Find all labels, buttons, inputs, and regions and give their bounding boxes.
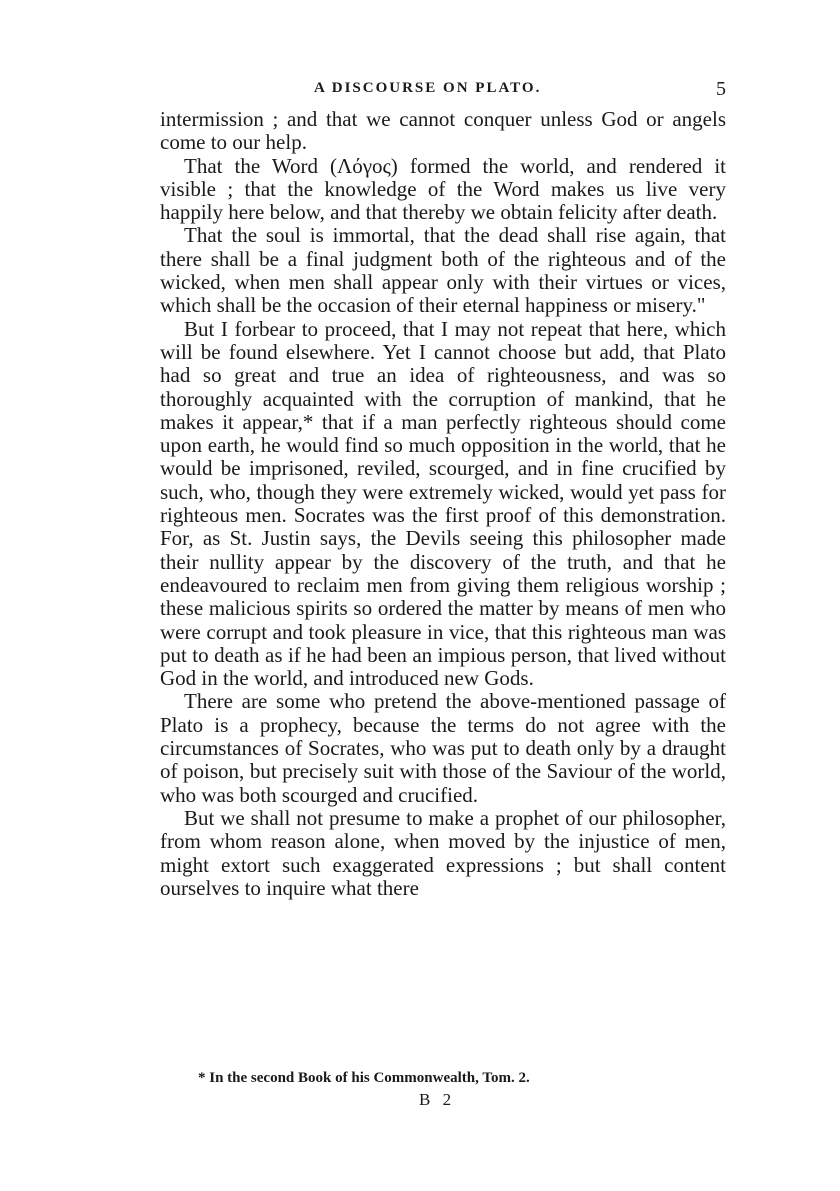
page-number: 5 [716, 78, 726, 100]
page [160, 78, 726, 900]
running-title: A DISCOURSE ON PLATO. [314, 80, 542, 96]
paragraph-forbear: But I forbear to proceed, that I may not repeat that here, which will be found elsewhere. Yet I cannot choose but add, that Plato had so great and true an idea of righteousness, and was so thoroughly acquainted with the corruption of mankind, that he makes it appear,* that if a man perfectly righteous should come upon earth, he would find so much opposition in the world, that he would be imprisoned, reviled, scourged, and in fine crucified by such, who, though they were extremely wicked, would yet pass for righteous men. Socrates was the first proof of this demonstration. For, as St. Justin says, the Devils seeing this philosopher made their nullity appear by the discovery of the truth, and that he endeavoured to reclaim men from giving them religious worship ; these malicious spirits so ordered the matter by means of men who were corrupt and took pleasure in vice, that this righteous man was put to death as if he had been an impious person, that lived without God in the world, and introduced new Gods. [160, 316, 726, 691]
body-text [160, 108, 726, 900]
paragraph-continuation: intermission ; and that we cannot conquer unless God or angels come to our help. [160, 107, 726, 155]
footnote: * In the second Book of his Commonwealth, Tom. 2. [198, 1070, 530, 1086]
paragraph-prophecy: There are some who pretend the above-mentioned passage of Plato is a prophecy, because the terms do not agree with the circumstances of Socrates, who was put to death only by a draught of poison, but precisely suit with those of the Saviour of the world, who was both scourged and crucified. [160, 689, 726, 807]
running-head [160, 78, 726, 102]
paragraph-presume: But we shall not presume to make a prophet of our philosopher, from whom reason alone, when moved by the injustice of men, might extort such exaggerated expressions ; but shall content ourselves to inquire what there [160, 805, 726, 900]
paragraph-soul: That the soul is immortal, that the dead shall rise again, that there shall be a final judgment both of the righteous and of the wicked, when men shall appear only with their virtues or vices, which shall be the occasion of their eternal happiness or misery." [160, 223, 726, 318]
signature-mark: B 2 [419, 1090, 456, 1109]
paragraph-word: That the Word (Λόγος) formed the world, and rendered it visible ; that the knowledge of the Word makes us live very happily here below, and that thereby we obtain felicity after death. [160, 153, 726, 225]
